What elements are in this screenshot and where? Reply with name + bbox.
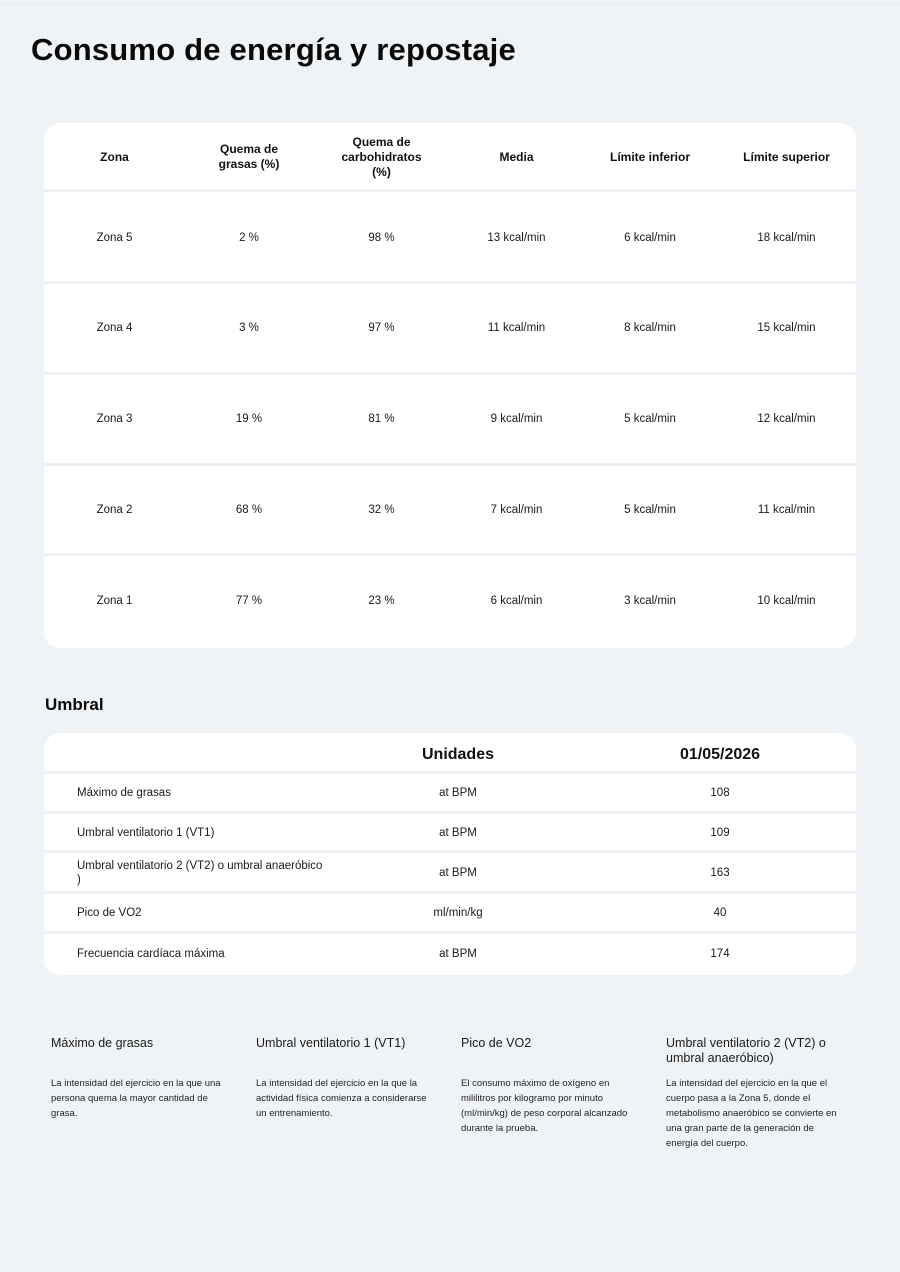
zone-name: Zona 1 bbox=[96, 594, 133, 607]
threshold-unit: at BPM bbox=[439, 786, 477, 799]
definition-title: Umbral ventilatorio 2 (VT2) o umbral anaeróbico) bbox=[666, 1036, 826, 1065]
definition-text: La intensidad del ejercicio en la que la actividad física comienza a considerarse un entrenamiento. bbox=[256, 1078, 427, 1119]
upper-limit-value: 15 kcal/min bbox=[757, 321, 816, 334]
table-row bbox=[44, 774, 856, 811]
energy-table-header bbox=[44, 123, 856, 191]
upper-limit-value: 12 kcal/min bbox=[757, 412, 816, 425]
zone-name: Zona 3 bbox=[96, 412, 133, 425]
table-row bbox=[44, 374, 856, 463]
table-row bbox=[44, 283, 856, 372]
top-divider bbox=[0, 4, 900, 5]
table-row bbox=[44, 556, 856, 645]
lower-limit-value: 8 kcal/min bbox=[624, 321, 676, 334]
fat-burn-value: 2 % bbox=[239, 231, 259, 244]
header-unidades: Unidades bbox=[421, 746, 494, 763]
header-fat-burn: Quema de grasas (%) bbox=[218, 142, 280, 171]
table-row bbox=[44, 193, 856, 282]
carb-burn-value: 32 % bbox=[368, 503, 395, 516]
header-lower-limit: Límite inferior bbox=[609, 149, 690, 164]
upper-limit-value: 10 kcal/min bbox=[757, 594, 816, 607]
table-row bbox=[44, 934, 856, 974]
definition-vt2 bbox=[666, 1036, 846, 1151]
table-row bbox=[44, 853, 856, 892]
media-value: 6 kcal/min bbox=[490, 594, 543, 607]
lower-limit-value: 6 kcal/min bbox=[624, 231, 676, 244]
threshold-label: Máximo de grasas bbox=[77, 786, 171, 799]
header-zona: Zona bbox=[100, 149, 129, 164]
table-row bbox=[44, 814, 856, 851]
threshold-label: Umbral ventilatorio 2 (VT2) o umbral anaeróbico ) bbox=[77, 859, 323, 886]
threshold-label: Umbral ventilatorio 1 (VT1) bbox=[77, 826, 215, 839]
threshold-label: Frecuencia cardíaca máxima bbox=[77, 948, 225, 960]
threshold-value: 174 bbox=[710, 948, 730, 960]
page-title: Consumo de energía y repostaje bbox=[31, 32, 516, 67]
lower-limit-value: 5 kcal/min bbox=[624, 503, 676, 516]
carb-burn-value: 97 % bbox=[368, 321, 395, 334]
threshold-label: Pico de VO2 bbox=[77, 906, 142, 919]
threshold-section-title: Umbral bbox=[45, 695, 104, 714]
fat-burn-value: 3 % bbox=[239, 321, 259, 334]
definition-text: La intensidad del ejercicio en la que el cuerpo pasa a la Zona 5, donde el metabolismo anaeróbico se convierte en una gran parte de la generación de energía del cuerpo. bbox=[666, 1078, 837, 1149]
definition-title: Umbral ventilatorio 1 (VT1) bbox=[256, 1036, 406, 1050]
header-carb-burn: Quema de carbohidratos (%) bbox=[341, 134, 422, 179]
definition-vo2-peak bbox=[461, 1036, 641, 1136]
threshold-value: 108 bbox=[710, 786, 730, 799]
row-divider bbox=[44, 189, 856, 192]
media-value: 11 kcal/min bbox=[487, 321, 546, 334]
fat-burn-value: 19 % bbox=[235, 412, 263, 425]
carb-burn-value: 98 % bbox=[368, 231, 395, 244]
zone-name: Zona 5 bbox=[96, 231, 133, 244]
table-row bbox=[44, 894, 856, 931]
threshold-unit: at BPM bbox=[439, 866, 477, 879]
upper-limit-value: 18 kcal/min bbox=[757, 231, 816, 244]
header-media: Media bbox=[499, 149, 534, 164]
fat-burn-value: 68 % bbox=[235, 503, 263, 516]
table-row bbox=[44, 465, 856, 554]
threshold-value: 163 bbox=[710, 866, 730, 879]
upper-limit-value: 11 kcal/min bbox=[757, 503, 816, 516]
definition-text: El consumo máximo de oxígeno en mililitros por kilogramo por minuto (ml/min/kg) de peso corporal alcanzado durante la prueba. bbox=[461, 1078, 628, 1134]
media-value: 9 kcal/min bbox=[490, 412, 543, 425]
zone-name: Zona 4 bbox=[96, 321, 133, 334]
header-date: 01/05/2026 bbox=[679, 746, 761, 763]
threshold-value: 109 bbox=[710, 826, 730, 839]
media-value: 13 kcal/min bbox=[487, 231, 546, 244]
carb-burn-value: 23 % bbox=[368, 594, 395, 607]
lower-limit-value: 3 kcal/min bbox=[624, 594, 676, 607]
definition-title: Máximo de grasas bbox=[51, 1036, 154, 1050]
header-upper-limit: Límite superior bbox=[743, 149, 830, 164]
energy-table bbox=[44, 123, 856, 648]
threshold-unit: at BPM bbox=[439, 826, 477, 839]
fat-burn-value: 77 % bbox=[235, 594, 263, 607]
threshold-unit: ml/min/kg bbox=[433, 906, 483, 919]
definition-vt1 bbox=[256, 1036, 436, 1121]
carb-burn-value: 81 % bbox=[368, 412, 395, 425]
threshold-value: 40 bbox=[713, 906, 727, 919]
threshold-table-header bbox=[44, 733, 856, 773]
lower-limit-value: 5 kcal/min bbox=[624, 412, 676, 425]
media-value: 7 kcal/min bbox=[490, 503, 543, 516]
definition-text: La intensidad del ejercicio en la que una persona quema la mayor cantidad de grasa. bbox=[51, 1078, 221, 1119]
definition-title: Pico de VO2 bbox=[461, 1036, 532, 1050]
zone-name: Zona 2 bbox=[96, 503, 133, 516]
definition-fat-max bbox=[51, 1036, 231, 1121]
threshold-table bbox=[44, 733, 856, 975]
threshold-unit: at BPM bbox=[439, 948, 477, 960]
